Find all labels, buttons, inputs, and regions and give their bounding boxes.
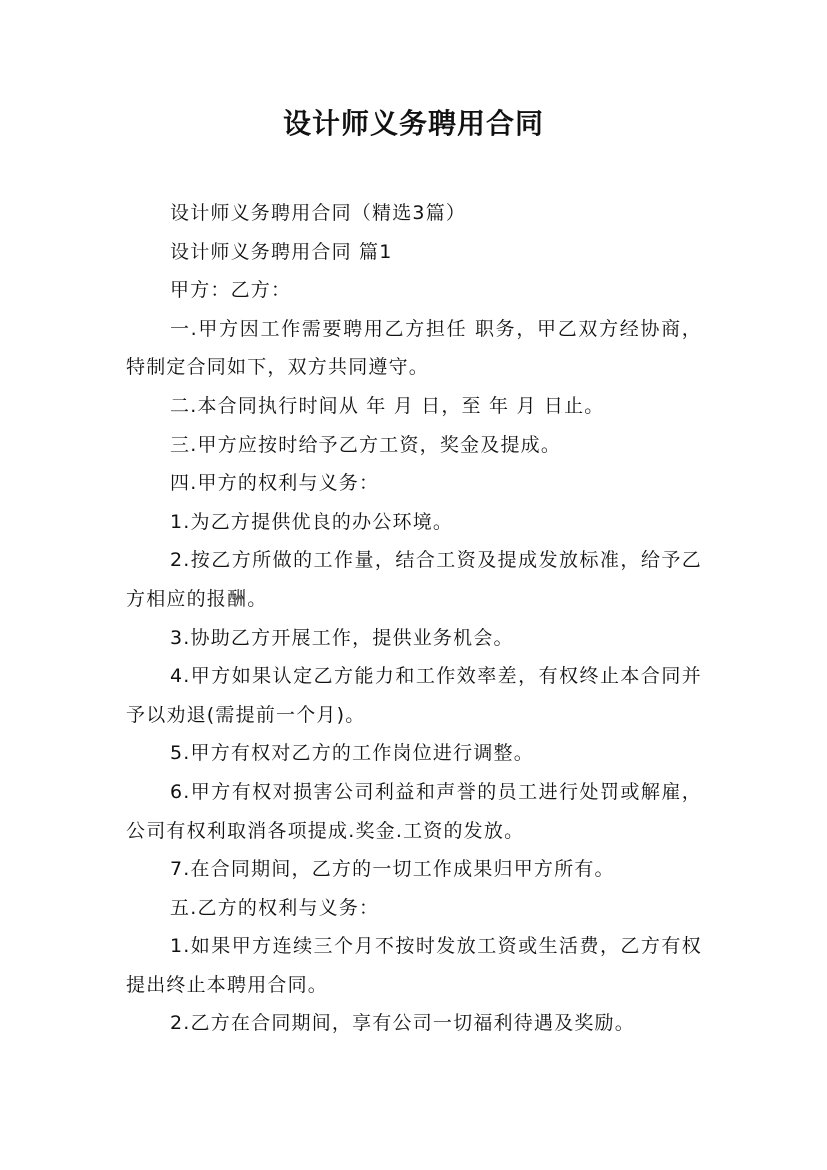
party-a-item-2: 2.按乙方所做的工作量，结合工资及提成发放标准，给予乙方相应的报酬。: [126, 549, 702, 610]
party-a-item-4: 4.甲方如果认定乙方能力和工作效率差，有权终止本合同并予以劝退(需提前一个月)。: [126, 665, 702, 726]
party-a-item-3: 3.协助乙方开展工作，提供业务机会。: [170, 626, 514, 649]
subtitle-paragraph: 设计师义务聘用合同（精选3篇）: [170, 202, 467, 224]
clause-2: 二.本合同执行时间从 年 月 日，至 年 月 日止。: [170, 394, 605, 417]
document-body: [126, 194, 702, 1043]
party-a-item-1: 1.为乙方提供优良的办公环境。: [170, 510, 454, 533]
party-a-item-6: 6.甲方有权对损害公司利益和声誉的员工进行处罚或解雇，公司有权利取消各项提成.奖金.工资的发放。: [126, 780, 702, 842]
party-b-item-1: 1.如果甲方连续三个月不按时发放工资或生活费，乙方有权提出终止本聘用合同。: [126, 935, 702, 996]
document-title: 设计师义务聘用合同: [282, 107, 544, 140]
party-b-item-2: 2.乙方在合同期间，享有公司一切福利待遇及奖励。: [170, 1012, 635, 1035]
party-a-item-5: 5.甲方有权对乙方的工作岗位进行调整。: [170, 742, 534, 765]
parties-line: 甲方：乙方：: [170, 279, 292, 302]
clause-1: 一.甲方因工作需要聘用乙方担任 职务，甲乙双方经协商，特制定合同如下，双方共同遵守。: [126, 317, 702, 379]
clause-3: 三.甲方应按时给予乙方工资，奖金及提成。: [170, 433, 562, 456]
party-a-item-7: 7.在合同期间，乙方的一切工作成果归甲方所有。: [170, 858, 615, 881]
clause-5-heading: 五.乙方的权利与义务：: [170, 896, 380, 919]
clause-4-heading: 四.甲方的权利与义务：: [170, 472, 380, 495]
section-heading: 设计师义务聘用合同 篇1: [170, 240, 393, 263]
